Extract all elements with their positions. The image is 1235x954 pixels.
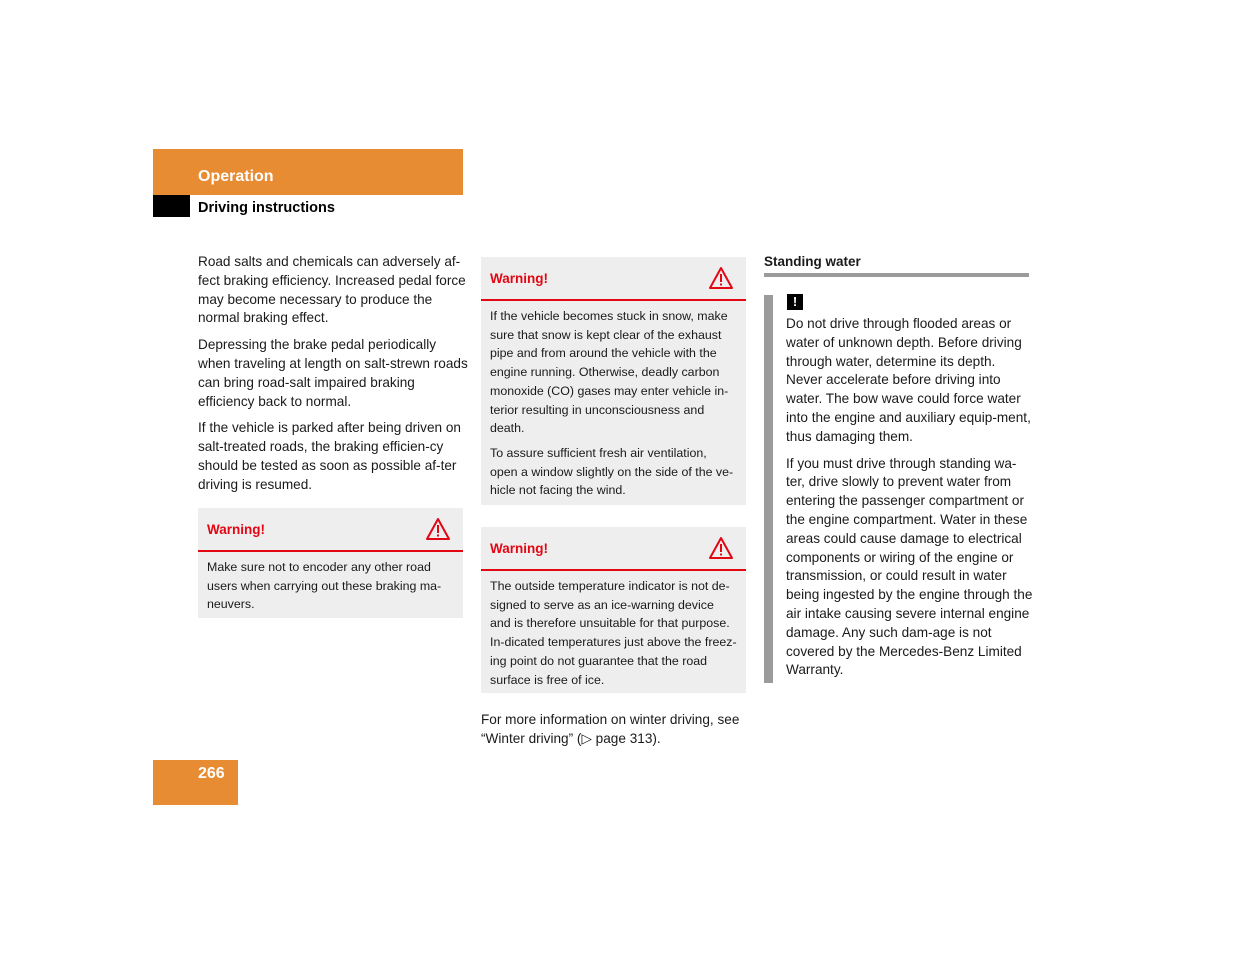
warning-label: Warning! (207, 522, 265, 537)
more-info-text (481, 711, 749, 757)
paragraph: Depressing the brake pedal periodically when traveling at length on salt-strewn roads can bring road-salt impaired braking efficiency back to normal. (198, 337, 468, 409)
warning-box-snow (481, 257, 746, 505)
heading-rule (764, 273, 1029, 277)
note-paragraph: Do not drive through flooded areas or water of unknown depth. Before driving through water, determine its depth. Never accelerate before driving into water. The bow wave could force water into the engine and auxiliary equip-ment, thus damaging them. (786, 316, 1031, 444)
warning-paragraph: To assure sufficient fresh air ventilation, open a window slightly on the side of the ve-hicle not facing the wind. (490, 445, 734, 498)
warning-header (481, 257, 746, 301)
note-side-bar (764, 295, 773, 683)
warning-box-temperature (481, 527, 746, 693)
warning-label: Warning! (490, 271, 548, 286)
paragraph: Road salts and chemicals can adversely af-fect braking efficiency. Increased pedal force may become necessary to produce the normal braking effect. (198, 254, 466, 326)
warning-triangle-icon (425, 517, 451, 541)
note-paragraph: If you must drive through standing wa-ter, drive slowly to prevent water from entering the passenger compartment or the engine compartment. Water in these areas could cause damage to electrical components or wiring of the engine or transmission, or could result in water being ingested by the engine through the air intake causing severe internal engine damage. Any such dam-age is not covered by the Mercedes-Benz Limited Warranty. (786, 455, 1033, 678)
warning-triangle-icon (708, 266, 734, 290)
warning-text: Make sure not to encoder any other road users when carrying out these braking ma-neuvers. (207, 560, 442, 612)
paragraph: If the vehicle is parked after being driven on salt-treated roads, the braking efficien-cy should be tested as soon as possible af-ter driving is resumed. (198, 420, 461, 492)
page-number-box (153, 760, 238, 805)
standing-water-heading: Standing water (764, 254, 861, 269)
warning-header (198, 508, 463, 552)
header-marker (153, 195, 190, 217)
left-column (198, 253, 468, 503)
warning-box-braking (198, 508, 463, 618)
warning-body (481, 301, 746, 512)
warning-label: Warning! (490, 541, 548, 556)
exclamation-icon: ! (787, 294, 803, 310)
warning-header (481, 527, 746, 571)
section-title: Operation (198, 168, 274, 185)
subsection-title: Driving instructions (198, 200, 335, 216)
warning-paragraph: If the vehicle becomes stuck in snow, make sure that snow is kept clear of the exhaust pipe and from around the vehicle with the engine running. Otherwise, deadly carbon monoxide (CO) gases may enter vehicle in-terior resulting in unconsciousness and death. (490, 309, 729, 436)
warning-text: The outside temperature indicator is not de-signed to serve as an ice-warning device and is therefore unsuitable for that purpose. In-dicated temperatures just above the freez-ing point do not guarantee that the road surface is free of ice. (490, 579, 737, 687)
note-body (786, 315, 1033, 688)
warning-triangle-icon (708, 536, 734, 560)
more-info-link[interactable]: For more information on winter driving, see “Winter driving” (▷ page 313). (481, 712, 740, 746)
page-number: 266 (198, 765, 225, 782)
